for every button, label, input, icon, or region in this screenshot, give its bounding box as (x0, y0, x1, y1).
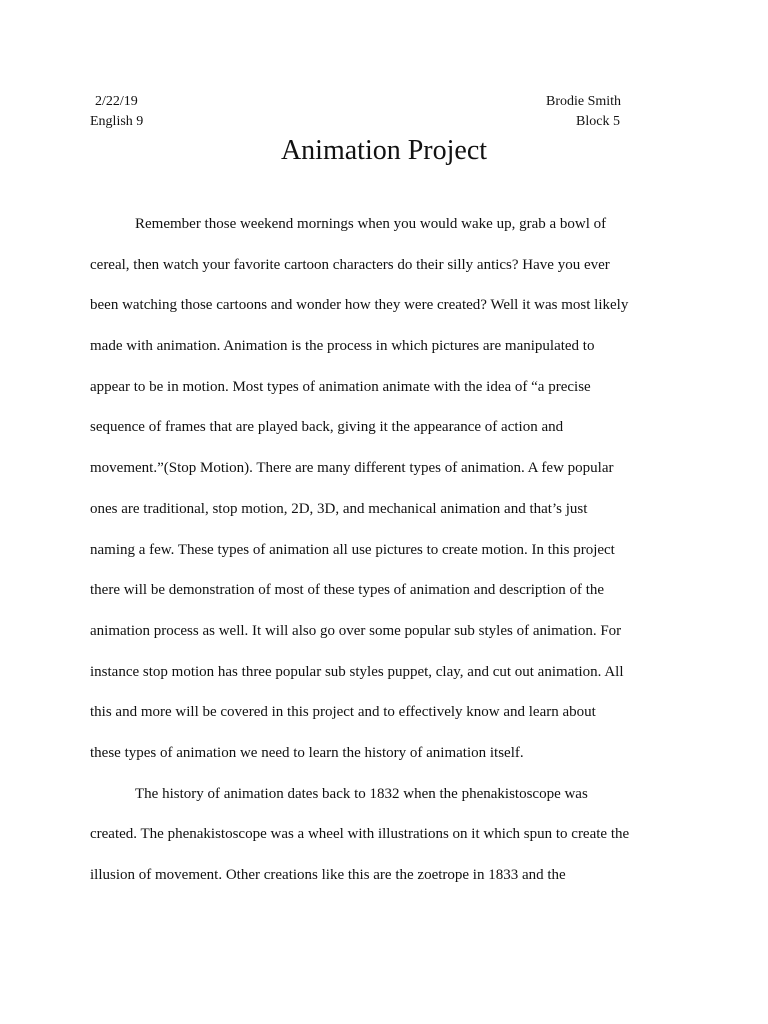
document-body (90, 214, 690, 906)
body-line: illusion of movement. Other creations like this are the zoetrope in 1833 and the (90, 867, 566, 883)
body-line: movement.”(Stop Motion). There are many different types of animation. A few popular (90, 460, 614, 477)
body-line: there will be demonstration of most of these types of animation and description of the (90, 582, 605, 599)
body-line: made with animation. Animation is the process in which pictures are manipulated to (90, 338, 595, 355)
header-course: English 9 (90, 114, 144, 129)
body-line: sequence of frames that are played back, giving it the appearance of action and (90, 419, 564, 436)
body-line: this and more will be covered in this project and to effectively know and learn about (90, 704, 596, 721)
body-line: these types of animation we need to learn the history of animation itself. (90, 744, 524, 761)
body-line: Remember those weekend mornings when you would wake up, grab a bowl of (135, 216, 607, 232)
document-title: Animation Project (280, 135, 488, 166)
header-date: 2/22/19 (95, 94, 138, 109)
header-author: Brodie Smith (546, 94, 622, 109)
body-line: instance stop motion has three popular sub styles puppet, clay, and cut out animation. All (90, 663, 624, 680)
header-block: Block 5 (576, 114, 620, 129)
body-line: cereal, then watch your favorite cartoon characters do their silly antics? Have you ever (90, 256, 610, 273)
body-line: created. The phenakistoscope was a wheel with illustrations on it which spun to create the (90, 826, 630, 843)
body-line: The history of animation dates back to 1832 when the phenakistoscope was (135, 785, 588, 802)
body-line: been watching those cartoons and wonder how they were created? Well it was most likely (90, 297, 629, 314)
body-line: ones are traditional, stop motion, 2D, 3D, and mechanical animation and that’s just (90, 500, 588, 517)
body-line: naming a few. These types of animation all use pictures to create motion. In this project (90, 541, 615, 558)
body-line: appear to be in motion. Most types of animation animate with the idea of “a precise (90, 378, 591, 395)
body-line: animation process as well. It will also go over some popular sub styles of animation. For (90, 622, 622, 639)
